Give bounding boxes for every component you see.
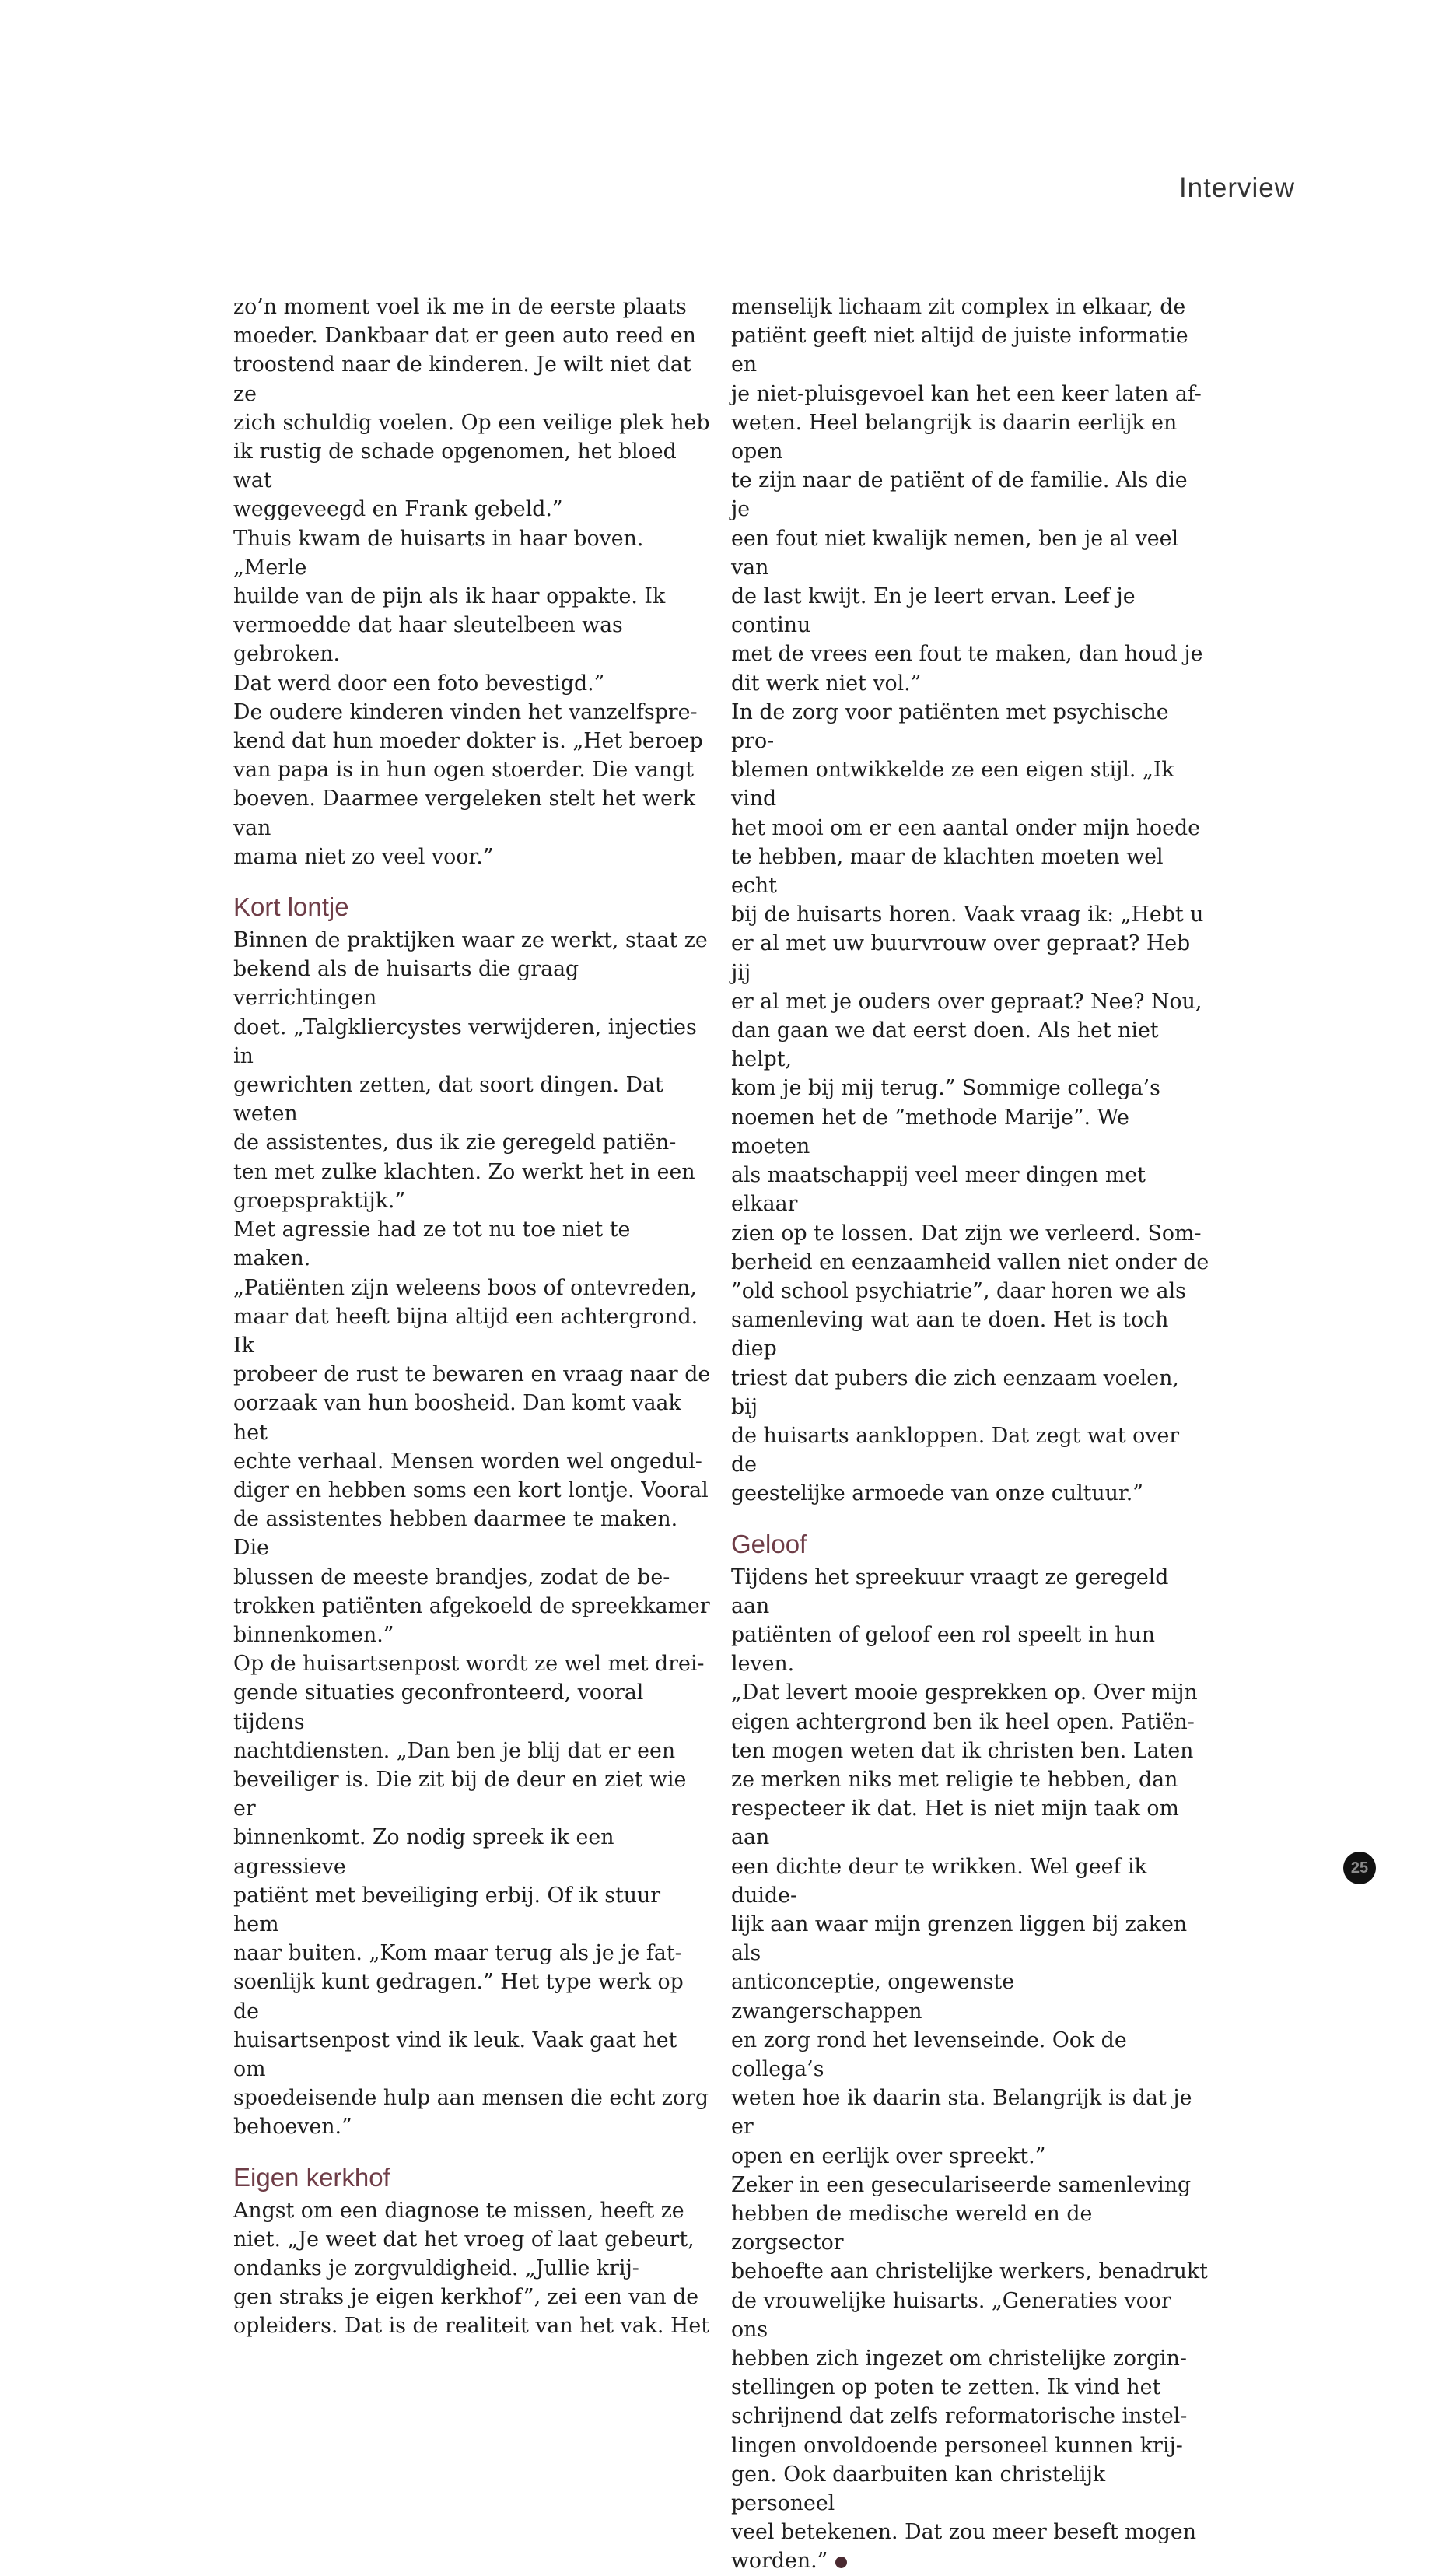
paragraph: Thuis kwam de huisarts in haar boven. „Merle huilde van de pijn als ik haar oppakte. Ik vermoedde dat haar sleutelbeen was gebroken. Dat werd door een foto bevestigd.” (233, 526, 666, 696)
end-of-article-bullet-icon (835, 2557, 847, 2568)
subheading-eigen-kerkhof: Eigen kerkhof (233, 2162, 390, 2192)
paragraph-final (731, 2171, 1209, 2576)
article-column-right (731, 293, 1209, 2576)
paragraph-text: Zeker in een geseculariseerde samenleving hebben de medische wereld en de zorgsector behoefte aan christelijke werkers, benadrukt de vrouwelijke huisarts. „Generaties voor ons hebben zich ingezet om christelijke zorgin- stellingen op poten te zetten. Ik vind het schrijnend dat zelfs reformatorische instel- lingen onvoldoende personeel kunnen krij- gen. Ook daarbuiten kan christelijk personeel veel betekenen. Dat zou meer beseft mogen worden.” (731, 2172, 1208, 2574)
paragraph: Binnen de praktijken waar ze werkt, staat ze bekend als de huisarts die graag verrichtingen doet. „Talgkliercystes verwijderen, injecties in gewrichten zetten, dat soort dingen. Dat weten de assistentes, dus ik zie geregeld patiën- ten met zulke klachten. Zo werkt het in een groepspraktijk.” (233, 928, 708, 1213)
subheading-kort-lontje: Kort lontje (233, 892, 349, 922)
paragraph: zo’n moment voel ik me in de eerste plaats moeder. Dankbaar dat er geen auto reed en troostend naar de kinderen. Je wilt niet dat ze zich schuldig voelen. Op een veilige plek heb ik rustig de schade opgenomen, het bloed wat weggeveegd en Frank gebeld.” (233, 295, 710, 522)
article-column-left (233, 293, 712, 2341)
section-label: Interview (1178, 173, 1295, 203)
paragraph: In de zorg voor patiënten met psychische pro- blemen ontwikkelde ze een eigen stijl. „Ik vind het mooi om er een aantal onder mijn hoede te hebben, maar de klachten moeten wel echt bij de huisarts horen. Vaak vraag ik: „Hebt u er al met uw buurvrouw over gepraat? Heb jij er al met je ouders over gepraat? Nee? Nou, dan gaan we dat eerst doen. Als het niet helpt, kom je bij mij terug.” Sommige collega’s noemen het de ”methode Marije”. We moeten als maatschappij veel meer dingen met elkaar zien op te lossen. Dat zijn we verleerd. Som- berheid en eenzaamheid vallen niet onder de ”old school psychiatrie”, daar horen we als samenleving wat aan te doen. Het is toch diep triest dat pubers die zich eenzaam voelen, bij de huisarts aankloppen. Dat zegt wat over de geestelijke armoede van onze cultuur.” (731, 699, 1209, 1506)
paragraph: menselijk lichaam zit complex in elkaar, de patiënt geeft niet altijd de juiste informatie en je niet-pluisgevoel kan het een keer laten af- weten. Heel belangrijk is daarin eerlijk en open te zijn naar de patiënt of de familie. Als die je een fout niet kwalijk nemen, ben je al veel van de last kwijt. En je leert ervan. Leef je continu met de vrees een fout te maken, dan houd je dit werk niet vol.” (731, 295, 1203, 696)
paragraph: Tijdens het spreekuur vraagt ze geregeld aan patiënten of geloof een rol speelt in hun leven. „Dat levert mooie gesprekken op. Over mijn eigen achtergrond ben ik heel open. Patiën- ten mogen weten dat ik christen ben. Laten ze merken niks met religie te hebben, dan respecteer ik dat. Het is niet mijn taak om aan een dichte deur te wrikken. Wel geef ik duide- lijk aan waar mijn grenzen liggen bij zaken als anticonceptie, ongewenste zwangerschappen en zorg rond het levenseinde. Ook de collega’s weten hoe ik daarin sta. Belangrijk is dat je er open en eerlijk over spreekt.” (731, 1565, 1198, 2168)
paragraph: Op de huisartsenpost wordt ze wel met drei- gende situaties geconfronteerd, vooral tijdens nachtdiensten. „Dan ben je blij dat er een beveiliger is. Die zit bij de deur en ziet wie er binnenkomt. Zo nodig spreek ik een agressieve patiënt met beveiliging erbij. Of ik stuur hem naar buiten. „Kom maar terug als je je fat- soenlijk kunt gedragen.” Het type werk op de huisartsenpost vind ik leuk. Vaak gaat het om spoedeisende hulp aan mensen die echt zorg behoeven.” (233, 1652, 709, 2140)
paragraph: De oudere kinderen vinden het vanzelfspre- kend dat hun moeder dokter is. „Het beroep van papa is in hun ogen stoerder. Die vangt boeven. Daarmee vergeleken stelt het werk van mama niet zo veel voor.” (233, 699, 703, 869)
page-number: 25 (1343, 1852, 1376, 1884)
subheading-geloof: Geloof (731, 1529, 807, 1558)
paragraph: Angst om een diagnose te missen, heeft ze niet. „Je weet dat het vroeg of laat gebeurt, ondanks je zorgvuldigheid. „Jullie krij- gen straks je eigen kerkhof”, zei een van de opleiders. Dat is de realiteit van het vak. Het (233, 2198, 709, 2339)
paragraph: Met agressie had ze tot nu toe niet te maken. „Patiënten zijn weleens boos of ontevreden, maar dat heeft bijna altijd een achtergrond. Ik probeer de rust te bewaren en vraag naar de oorzaak van hun boosheid. Dan komt vaak het echte verhaal. Mensen worden wel ongedul- diger en hebben soms een kort lontje. Vooral de assistentes hebben daarmee te maken. Die blussen de meeste brandjes, zodat de be- trokken patiënten afgekoeld de spreekkamer binnenkomen.” (233, 1218, 711, 1647)
